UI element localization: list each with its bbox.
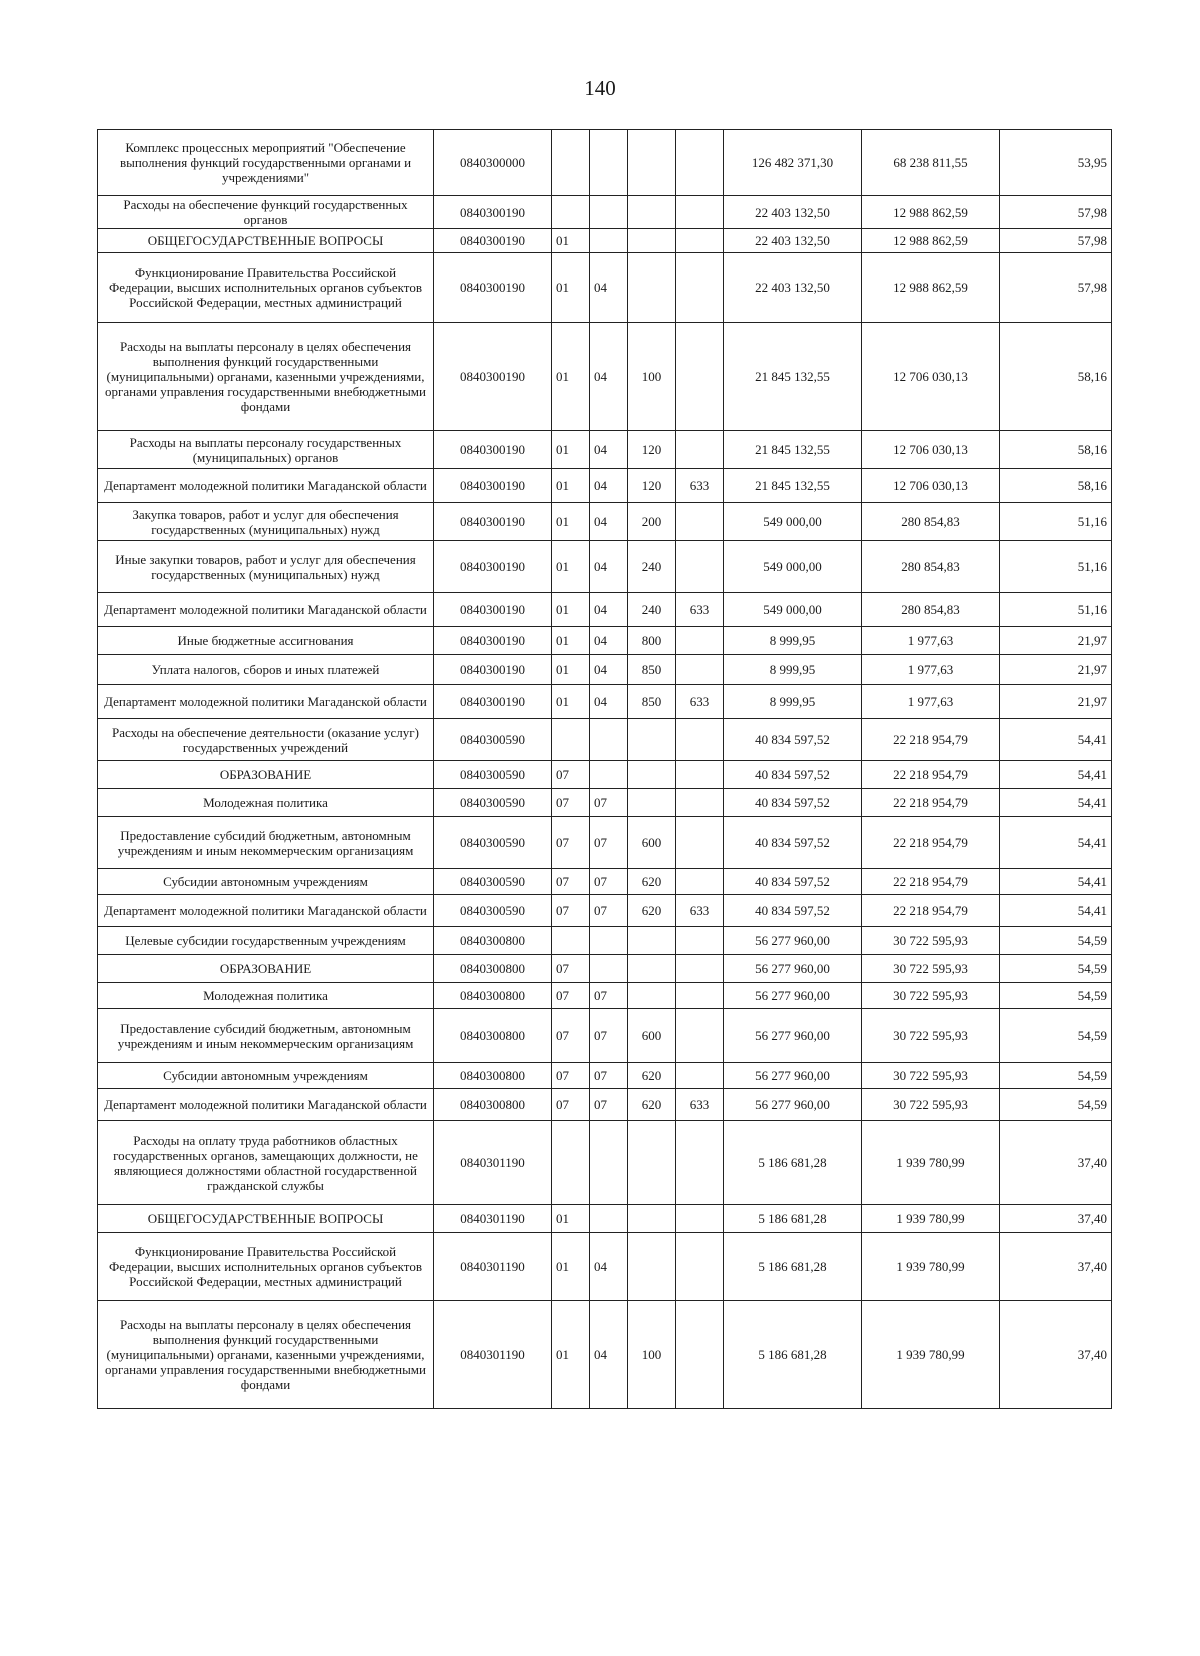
section-code [552,1121,590,1205]
expense-type-code [628,1121,676,1205]
department-code [676,955,724,983]
expense-type-code [628,719,676,761]
row-name: Расходы на обеспечение деятельности (оказание услуг) государственных учреждений [98,719,434,761]
execution-percent: 54,41 [1000,895,1112,927]
budget-code: 0840300590 [434,895,552,927]
row-name: ОБРАЗОВАНИЕ [98,761,434,789]
row-name: Молодежная политика [98,983,434,1009]
table-row [98,1009,1112,1063]
section-code: 01 [552,431,590,469]
expense-type-code [628,1205,676,1233]
actual-amount: 280 854,83 [862,503,1000,541]
row-name: Иные закупки товаров, работ и услуг для обеспечения государственных (муниципальных) нужд [98,541,434,593]
actual-amount: 30 722 595,93 [862,1009,1000,1063]
department-code [676,229,724,253]
row-name: Расходы на выплаты персоналу в целях обеспечения выполнения функций государственными (муниципальными) органами, казенными учреждениями, органами управления государственными внебюджетными фондами [98,1301,434,1409]
actual-amount: 280 854,83 [862,593,1000,627]
table-row [98,503,1112,541]
section-code: 01 [552,655,590,685]
department-code [676,130,724,196]
subsection-code: 04 [590,685,628,719]
budget-code: 0840300190 [434,627,552,655]
budget-code: 0840300190 [434,541,552,593]
expense-type-code: 850 [628,685,676,719]
actual-amount: 30 722 595,93 [862,1063,1000,1089]
section-code: 01 [552,1205,590,1233]
expense-type-code: 240 [628,541,676,593]
subsection-code: 04 [590,655,628,685]
expense-type-code: 200 [628,503,676,541]
plan-amount: 22 403 132,50 [724,253,862,323]
budget-code: 0840300190 [434,503,552,541]
execution-percent: 54,59 [1000,1009,1112,1063]
budget-code: 0840300190 [434,229,552,253]
actual-amount: 12 706 030,13 [862,323,1000,431]
execution-percent: 37,40 [1000,1205,1112,1233]
expense-type-code [628,983,676,1009]
row-name: ОБЩЕГОСУДАРСТВЕННЫЕ ВОПРОСЫ [98,1205,434,1233]
budget-code: 0840300800 [434,1089,552,1121]
section-code: 07 [552,1009,590,1063]
department-code: 633 [676,895,724,927]
budget-code: 0840300590 [434,789,552,817]
table-row [98,196,1112,229]
department-code [676,1009,724,1063]
department-code: 633 [676,469,724,503]
section-code: 01 [552,1301,590,1409]
plan-amount: 56 277 960,00 [724,1089,862,1121]
row-name: Предоставление субсидий бюджетным, автономным учреждениям и иным некоммерческим организациям [98,1009,434,1063]
department-code: 633 [676,1089,724,1121]
department-code [676,1233,724,1301]
execution-percent: 57,98 [1000,253,1112,323]
section-code [552,719,590,761]
execution-percent: 54,59 [1000,1063,1112,1089]
expense-type-code: 620 [628,1063,676,1089]
subsection-code: 04 [590,627,628,655]
section-code: 07 [552,1089,590,1121]
execution-percent: 51,16 [1000,503,1112,541]
table-row [98,1205,1112,1233]
department-code [676,627,724,655]
actual-amount: 280 854,83 [862,541,1000,593]
actual-amount: 30 722 595,93 [862,1089,1000,1121]
table-row [98,789,1112,817]
subsection-code [590,1205,628,1233]
actual-amount: 12 706 030,13 [862,469,1000,503]
budget-code: 0840300190 [434,431,552,469]
budget-code: 0840300800 [434,983,552,1009]
execution-percent: 54,41 [1000,817,1112,869]
plan-amount: 40 834 597,52 [724,817,862,869]
actual-amount: 30 722 595,93 [862,983,1000,1009]
expense-type-code: 800 [628,627,676,655]
budget-code: 0840301190 [434,1205,552,1233]
section-code: 07 [552,817,590,869]
actual-amount: 22 218 954,79 [862,761,1000,789]
subsection-code: 04 [590,253,628,323]
section-code: 01 [552,469,590,503]
table-row [98,955,1112,983]
table-row [98,323,1112,431]
actual-amount: 1 939 780,99 [862,1205,1000,1233]
section-code: 07 [552,983,590,1009]
row-name: Целевые субсидии государственным учреждениям [98,927,434,955]
actual-amount: 12 706 030,13 [862,431,1000,469]
department-code [676,196,724,229]
table-row [98,869,1112,895]
department-code [676,655,724,685]
actual-amount: 22 218 954,79 [862,869,1000,895]
budget-code: 0840300590 [434,719,552,761]
budget-code: 0840301190 [434,1233,552,1301]
expense-type-code [628,927,676,955]
department-code [676,1121,724,1205]
expense-type-code [628,789,676,817]
section-code: 07 [552,761,590,789]
department-code: 633 [676,685,724,719]
department-code [676,869,724,895]
department-code [676,927,724,955]
actual-amount: 68 238 811,55 [862,130,1000,196]
execution-percent: 37,40 [1000,1233,1112,1301]
execution-percent: 54,41 [1000,869,1112,895]
section-code: 01 [552,593,590,627]
plan-amount: 40 834 597,52 [724,761,862,789]
execution-percent: 58,16 [1000,323,1112,431]
expense-type-code: 850 [628,655,676,685]
plan-amount: 40 834 597,52 [724,719,862,761]
execution-percent: 54,59 [1000,955,1112,983]
department-code [676,431,724,469]
plan-amount: 21 845 132,55 [724,323,862,431]
department-code [676,1063,724,1089]
table-row [98,1121,1112,1205]
budget-code: 0840300190 [434,323,552,431]
table-row [98,983,1112,1009]
plan-amount: 5 186 681,28 [724,1233,862,1301]
plan-amount: 56 277 960,00 [724,1009,862,1063]
execution-percent: 21,97 [1000,655,1112,685]
row-name: Закупка товаров, работ и услуг для обеспечения государственных (муниципальных) нужд [98,503,434,541]
plan-amount: 126 482 371,30 [724,130,862,196]
actual-amount: 1 977,63 [862,655,1000,685]
plan-amount: 56 277 960,00 [724,1063,862,1089]
department-code [676,541,724,593]
department-code [676,323,724,431]
row-name: Молодежная политика [98,789,434,817]
actual-amount: 22 218 954,79 [862,789,1000,817]
actual-amount: 30 722 595,93 [862,927,1000,955]
row-name: Комплекс процессных мероприятий "Обеспечение выполнения функций государственными органами и учреждениями" [98,130,434,196]
execution-percent: 54,59 [1000,927,1112,955]
execution-percent: 51,16 [1000,593,1112,627]
row-name: Департамент молодежной политики Магаданской области [98,1089,434,1121]
table-row [98,469,1112,503]
row-name: Расходы на выплаты персоналу государственных (муниципальных) органов [98,431,434,469]
subsection-code [590,955,628,983]
plan-amount: 40 834 597,52 [724,789,862,817]
row-name: Департамент молодежной политики Магаданской области [98,895,434,927]
plan-amount: 40 834 597,52 [724,895,862,927]
subsection-code: 04 [590,593,628,627]
plan-amount: 8 999,95 [724,627,862,655]
plan-amount: 22 403 132,50 [724,196,862,229]
expense-type-code [628,196,676,229]
department-code: 633 [676,593,724,627]
plan-amount: 549 000,00 [724,503,862,541]
plan-amount: 56 277 960,00 [724,927,862,955]
budget-code: 0840300800 [434,1009,552,1063]
execution-percent: 54,59 [1000,983,1112,1009]
subsection-code: 04 [590,541,628,593]
expense-type-code: 620 [628,869,676,895]
budget-code: 0840300800 [434,1063,552,1089]
expense-type-code [628,229,676,253]
budget-code: 0840300590 [434,817,552,869]
section-code: 01 [552,503,590,541]
budget-code: 0840300190 [434,593,552,627]
section-code: 07 [552,789,590,817]
plan-amount: 21 845 132,55 [724,431,862,469]
department-code [676,719,724,761]
section-code: 07 [552,895,590,927]
table-row [98,627,1112,655]
budget-code: 0840300190 [434,253,552,323]
plan-amount: 21 845 132,55 [724,469,862,503]
actual-amount: 12 988 862,59 [862,253,1000,323]
row-name: Функционирование Правительства Российской Федерации, высших исполнительных органов субъектов Российской Федерации, местных администраций [98,1233,434,1301]
subsection-code [590,229,628,253]
section-code: 01 [552,685,590,719]
department-code [676,1205,724,1233]
expense-type-code: 240 [628,593,676,627]
expense-type-code [628,130,676,196]
subsection-code [590,130,628,196]
expense-type-code [628,955,676,983]
actual-amount: 1 977,63 [862,627,1000,655]
table-row [98,719,1112,761]
row-name: Расходы на обеспечение функций государственных органов [98,196,434,229]
plan-amount: 8 999,95 [724,685,862,719]
table-row [98,761,1112,789]
subsection-code: 07 [590,817,628,869]
subsection-code [590,196,628,229]
section-code: 07 [552,955,590,983]
expense-type-code: 600 [628,817,676,869]
plan-amount: 8 999,95 [724,655,862,685]
row-name: Департамент молодежной политики Магаданской области [98,593,434,627]
row-name: Иные бюджетные ассигнования [98,627,434,655]
table-row [98,253,1112,323]
execution-percent: 37,40 [1000,1301,1112,1409]
department-code [676,761,724,789]
section-code: 01 [552,323,590,431]
execution-percent: 21,97 [1000,685,1112,719]
plan-amount: 5 186 681,28 [724,1205,862,1233]
expense-type-code [628,253,676,323]
subsection-code: 07 [590,869,628,895]
row-name: Расходы на выплаты персоналу в целях обеспечения выполнения функций государственными (муниципальными) органами, казенными учреждениями, органами управления государственными внебюджетными фондами [98,323,434,431]
section-code: 01 [552,253,590,323]
subsection-code: 04 [590,503,628,541]
department-code [676,817,724,869]
execution-percent: 58,16 [1000,431,1112,469]
page-number: 140 [584,76,616,100]
plan-amount: 56 277 960,00 [724,983,862,1009]
actual-amount: 30 722 595,93 [862,955,1000,983]
execution-percent: 21,97 [1000,627,1112,655]
row-name: Функционирование Правительства Российской Федерации, высших исполнительных органов субъектов Российской Федерации, местных администраций [98,253,434,323]
department-code [676,789,724,817]
section-code: 07 [552,869,590,895]
execution-percent: 54,59 [1000,1089,1112,1121]
actual-amount: 1 939 780,99 [862,1233,1000,1301]
expense-type-code: 100 [628,1301,676,1409]
subsection-code: 07 [590,1009,628,1063]
table-row [98,541,1112,593]
table-row [98,1063,1112,1089]
subsection-code: 07 [590,1089,628,1121]
row-name: Департамент молодежной политики Магаданской области [98,685,434,719]
expense-type-code: 100 [628,323,676,431]
section-code [552,927,590,955]
budget-code: 0840300190 [434,469,552,503]
budget-table [97,129,1112,1409]
subsection-code: 04 [590,431,628,469]
plan-amount: 5 186 681,28 [724,1121,862,1205]
subsection-code: 07 [590,983,628,1009]
plan-amount: 549 000,00 [724,593,862,627]
execution-percent: 37,40 [1000,1121,1112,1205]
row-name: ОБЩЕГОСУДАРСТВЕННЫЕ ВОПРОСЫ [98,229,434,253]
department-code [676,503,724,541]
execution-percent: 54,41 [1000,719,1112,761]
subsection-code: 04 [590,1301,628,1409]
actual-amount: 12 988 862,59 [862,229,1000,253]
expense-type-code: 620 [628,895,676,927]
section-code [552,130,590,196]
budget-code: 0840300590 [434,869,552,895]
expense-type-code [628,1233,676,1301]
execution-percent: 54,41 [1000,789,1112,817]
execution-percent: 57,98 [1000,196,1112,229]
row-name: Субсидии автономным учреждениям [98,1063,434,1089]
actual-amount: 22 218 954,79 [862,895,1000,927]
plan-amount: 40 834 597,52 [724,869,862,895]
table-row [98,927,1112,955]
plan-amount: 549 000,00 [724,541,862,593]
table-row [98,593,1112,627]
subsection-code [590,719,628,761]
row-name: Предоставление субсидий бюджетным, автономным учреждениям и иным некоммерческим организациям [98,817,434,869]
table-row [98,655,1112,685]
budget-code: 0840300190 [434,196,552,229]
subsection-code [590,1121,628,1205]
budget-code: 0840301190 [434,1301,552,1409]
actual-amount: 1 939 780,99 [862,1301,1000,1409]
execution-percent: 54,41 [1000,761,1112,789]
table-row [98,431,1112,469]
section-code: 01 [552,229,590,253]
expense-type-code: 600 [628,1009,676,1063]
subsection-code: 04 [590,1233,628,1301]
section-code: 07 [552,1063,590,1089]
table-row [98,817,1112,869]
actual-amount: 22 218 954,79 [862,817,1000,869]
subsection-code: 07 [590,789,628,817]
table-row [98,1089,1112,1121]
row-name: Департамент молодежной политики Магаданской области [98,469,434,503]
actual-amount: 22 218 954,79 [862,719,1000,761]
budget-code: 0840300000 [434,130,552,196]
row-name: Расходы на оплату труда работников областных государственных органов, замещающих должности, не являющиеся должностями областной государственной гражданской службы [98,1121,434,1205]
subsection-code: 07 [590,895,628,927]
expense-type-code: 120 [628,431,676,469]
execution-percent: 51,16 [1000,541,1112,593]
table-row [98,685,1112,719]
expense-type-code: 120 [628,469,676,503]
row-name: Уплата налогов, сборов и иных платежей [98,655,434,685]
subsection-code [590,927,628,955]
plan-amount: 56 277 960,00 [724,955,862,983]
plan-amount: 5 186 681,28 [724,1301,862,1409]
subsection-code: 04 [590,323,628,431]
budget-code: 0840301190 [434,1121,552,1205]
table-row [98,130,1112,196]
subsection-code: 07 [590,1063,628,1089]
budget-code: 0840300800 [434,927,552,955]
department-code [676,983,724,1009]
budget-code: 0840300800 [434,955,552,983]
section-code [552,196,590,229]
plan-amount: 22 403 132,50 [724,229,862,253]
budget-code: 0840300190 [434,655,552,685]
execution-percent: 58,16 [1000,469,1112,503]
row-name: Субсидии автономным учреждениям [98,869,434,895]
budget-code: 0840300590 [434,761,552,789]
table-row [98,229,1112,253]
row-name: ОБРАЗОВАНИЕ [98,955,434,983]
execution-percent: 57,98 [1000,229,1112,253]
section-code: 01 [552,627,590,655]
budget-code: 0840300190 [434,685,552,719]
actual-amount: 1 939 780,99 [862,1121,1000,1205]
table-row [98,1233,1112,1301]
section-code: 01 [552,1233,590,1301]
table-row [98,1301,1112,1409]
department-code [676,1301,724,1409]
department-code [676,253,724,323]
table-row [98,895,1112,927]
subsection-code: 04 [590,469,628,503]
execution-percent: 53,95 [1000,130,1112,196]
expense-type-code [628,761,676,789]
expense-type-code: 620 [628,1089,676,1121]
subsection-code [590,761,628,789]
section-code: 01 [552,541,590,593]
actual-amount: 1 977,63 [862,685,1000,719]
actual-amount: 12 988 862,59 [862,196,1000,229]
